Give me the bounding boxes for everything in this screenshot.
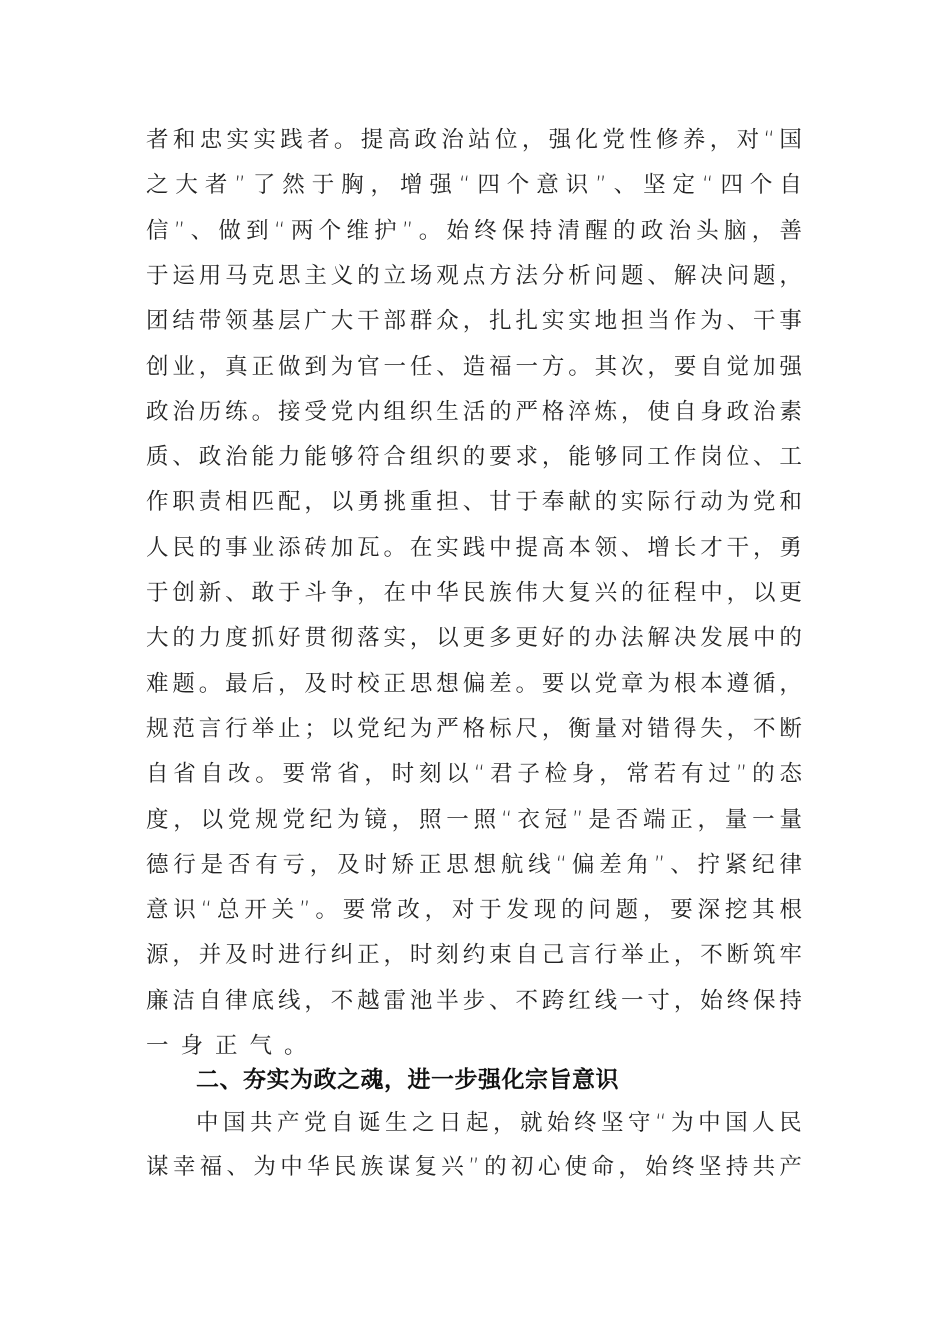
text-line: 人 民 的 事 业 添 砖 加 瓦 。 在 实 践 中 提 高 本 领 、 增 长 才 干 ， 勇 (146, 534, 802, 561)
section-heading: 二、夯实为政之魂，进一步强化宗旨意识 (196, 1067, 619, 1093)
text-line: 难 题 。 最 后 ， 及 时 校 正 思 想 偏 差 。 要 以 党 章 为 根 本 遵 循 ， (146, 670, 802, 697)
text-line: 廉 洁 自 律 底 线 ， 不 越 雷 池 半 步 、 不 跨 红 线 一 寸 ， 始 终 保 持 (146, 987, 802, 1014)
text-line: 政 治 历 练 。 接 受 党 内 组 织 生 活 的 严 格 淬 炼 ， 使 自 身 政 治 素 (146, 398, 802, 425)
text-line: 信 ” 、 做 到 “ 两 个 维 护 ” 。 始 终 保 持 清 醒 的 政 治 头 脑 ， 善 (146, 217, 802, 244)
text-line: 谋 幸 福 、 为 中 华 民 族 谋 复 兴 ” 的 初 心 使 命 ， 始 终 坚 持 共 产 (146, 1154, 802, 1180)
text-line: 质 、 政 治 能 力 能 够 符 合 组 织 的 要 求 ， 能 够 同 工 作 岗 位 、 工 (146, 444, 802, 471)
text-line: 德 行 是 否 有 亏 ， 及 时 矫 正 思 想 航 线 “ 偏 差 角 ” 、 拧 紧 纪 律 (146, 851, 802, 878)
text-line: 大 的 力 度 抓 好 贯 彻 落 实 ， 以 更 多 更 好 的 办 法 解 决 发 展 中 的 (146, 625, 802, 652)
text-line: 源 ， 并 及 时 进 行 纠 正 ， 时 刻 约 束 自 己 言 行 举 止 ， 不 断 筑 牢 (146, 942, 802, 969)
text-line: 规 范 言 行 举 止 ； 以 党 纪 为 严 格 标 尺 ， 衡 量 对 错 得 失 ， 不 断 (146, 715, 802, 742)
text-line: 中 国 共 产 党 自 诞 生 之 日 起 ， 就 始 终 坚 守 “ 为 中 国 人 民 (196, 1110, 802, 1136)
text-line: 于 运 用 马 克 思 主 义 的 立 场 观 点 方 法 分 析 问 题 、 解 决 问 题 ， (146, 262, 802, 289)
text-line: 团 结 带 领 基 层 广 大 干 部 群 众 ， 扎 扎 实 实 地 担 当 作 为 、 干 事 (146, 308, 802, 335)
text-line: 作 职 责 相 匹 配 ， 以 勇 挑 重 担 、 甘 于 奉 献 的 实 际 行 动 为 党 和 (146, 489, 802, 516)
text-line: 于 创 新 、 敢 于 斗 争 ， 在 中 华 民 族 伟 大 复 兴 的 征 程 中 ， 以 更 (146, 580, 802, 606)
text-line: 一 身 正 气 。 (146, 1033, 307, 1059)
text-line: 之 大 者 ” 了 然 于 胸 ， 增 强 “ 四 个 意 识 ” 、 坚 定 “ 四 个 自 (146, 172, 802, 199)
text-line: 意 识 “ 总 开 关 ” 。 要 常 改 ， 对 于 发 现 的 问 题 ， 要 深 挖 其 根 (146, 897, 802, 924)
text-line: 度 ， 以 党 规 党 纪 为 镜 ， 照 一 照 “ 衣 冠 ” 是 否 端 正 ， 量 一 量 (146, 806, 802, 833)
text-line: 自 省 自 改 。 要 常 省 ， 时 刻 以 “ 君 子 检 身 ， 常 若 有 过 ” 的 态 (146, 761, 802, 788)
text-line: 者 和 忠 实 实 践 者 。 提 高 政 治 站 位 ， 强 化 党 性 修 养 ， 对 “ 国 (146, 127, 802, 153)
text-line: 创 业 ， 真 正 做 到 为 官 一 任 、 造 福 一 方 。 其 次 ， 要 自 觉 加 强 (146, 353, 802, 380)
